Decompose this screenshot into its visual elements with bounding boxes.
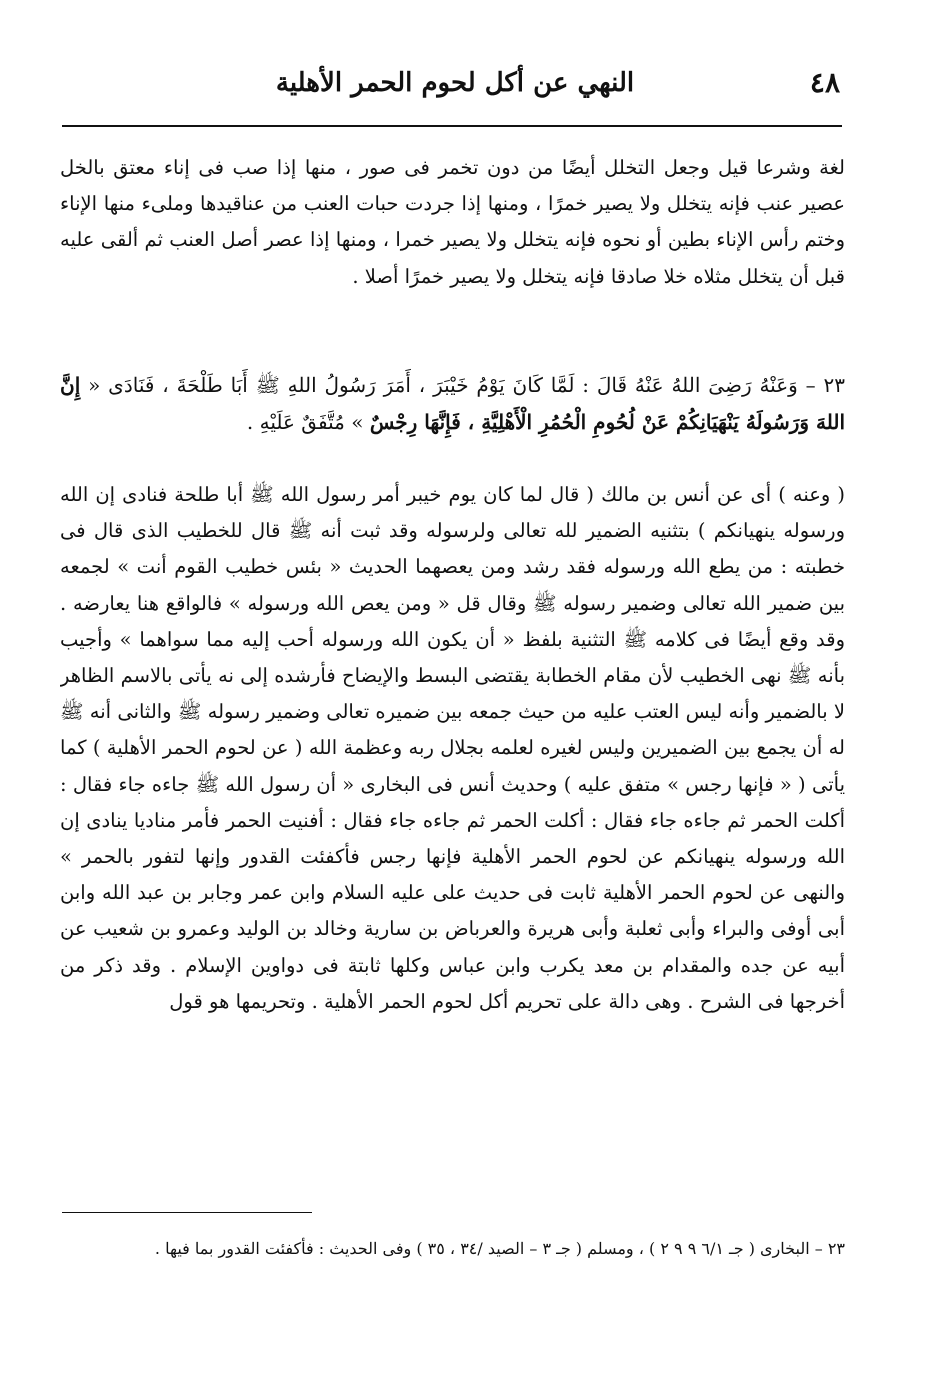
page-number: ٤٨	[809, 66, 840, 99]
page-header	[60, 58, 850, 108]
hadith-attribution: » مُتَّفَقٌ عَلَيْهِ .	[246, 410, 370, 434]
footnote-divider	[62, 1212, 312, 1213]
hadith-intro: ٢٣ – وَعَنْهُ رَضِىَ اللهُ عَنْهُ قَالَ : لَمَّا كَانَ يَوْمُ خَيْبَرَ ، أَمَرَ رَسُولُ اللهِ ﷺ أَبَا طَلْحَةَ ، فَنَادَى «	[80, 373, 845, 397]
intro-paragraph: لغة وشرعا قيل وجعل التخلل أيضًا من دون تخمر فى صور ، منها إذا صب فى إناء معتق بالخل عصير عنب فإنه يتخلل ولا يصير خمرًا ، ومنها إذا جردت حبات العنب من عناقيدها وملىء منها الإناء وختم رأس الإناء بطين أو نحوه فإنه يتخلل ولا يصير خمرا ، ومنها إذا عصر أصل العنب ثم ألقى عليه قبل أن يتخلل مثلاه خلا صادقا فإنه يتخلل ولا يصير خمرًا أصلا .	[60, 156, 845, 288]
running-title: النهي عن أكل لحوم الحمر الأهلية	[275, 68, 635, 98]
header-divider	[62, 125, 842, 127]
footnote: ٢٣ – البخارى ( جـ ٦/١ ٩ ٩ ٢ ) ، ومسلم ( جـ ٣ – الصيد /٣٤ ، ٣٥ ) وفى الحديث : فأكفئت القدور بما فيها .	[154, 1239, 845, 1258]
hadith-paragraph	[60, 367, 845, 477]
commentary-paragraph: ( وعنه ) أى عن أنس بن مالك ( قال لما كان يوم خيبر أمر رسول الله ﷺ أبا طلحة فنادى إن الله ورسوله ينهيانكم ) بتثنيه الضمير لله تعالى ولرسوله وقد ثبت أنه ﷺ قال للخطيب الذى قال فى خطبته : من يطع الله ورسوله فقد رشد ومن يعصهما الحديث « بئس خطيب القوم أنت » لجمعه بين ضمير الله تعالى وضمير رسوله ﷺ وقال قل « ومن يعص الله ورسوله » فالواقع هنا يعارضه . وقد وقع أيضًا فى كلامه ﷺ التثنية بلفظ « أن يكون الله ورسوله أحب إليه مما سواهما » وأجيب بأنه ﷺ نهى الخطيب لأن مقام الخطابة يقتضى البسط والإيضاح فأرشده إلى نه يأتى بالاسم الظاهر لا بالضمير وأنه ليس العتب عليه من حيث جمعه بين ضميره تعالى وضمير رسوله ﷺ والثانى أنه ﷺ له أن يجمع بين الضميرين وليس لغيره لعلمه بجلال ربه وعظمة الله ( عن لحوم الحمر الأهلية ) كما يأتى ( « فإنها رجس » متفق عليه ) وحديث أنس فى البخارى « أن رسول الله ﷺ جاءه جاء فقال : أكلت الحمر ثم جاءه جاء فقال : أكلت الحمر ثم جاءه جاء فقال : أفنيت الحمر فأمر مناديا ينادى إن الله ورسوله ينهيانكم عن لحوم الحمر الأهلية فإنها رجس فأكفئت القدور وإنها لتفور بالحمر » والنهى عن لحوم الحمر الأهلية ثابت فى حديث على عليه السلام وابن عمر وجابر بن عبد الله وابن أبى أوفى والبراء وأبى ثعلبة وأبى هريرة والعرباض بن سارية وخالد بن الوليد وعمرو بن شعيب عن أبيه عن جده والمقدام بن معد يكرب وابن عباس وكلها ثابتة فى دواوين الإسلام . وقد ذكر من أخرجها فى الشرح . وهى دالة على تحريم أكل لحوم الحمر الأهلية . وتحريمها هو قول	[60, 483, 845, 1013]
hadith-quote: إِنَّ اللهَ وَرَسُولَهُ يَنْهَيَانِكُمْ عَنْ لُحُومِ الْحُمُرِ الْأَهْلِيَّةِ ، فَإِنَّهَا رِجْسٌ	[60, 373, 845, 434]
main-text	[60, 150, 845, 1207]
